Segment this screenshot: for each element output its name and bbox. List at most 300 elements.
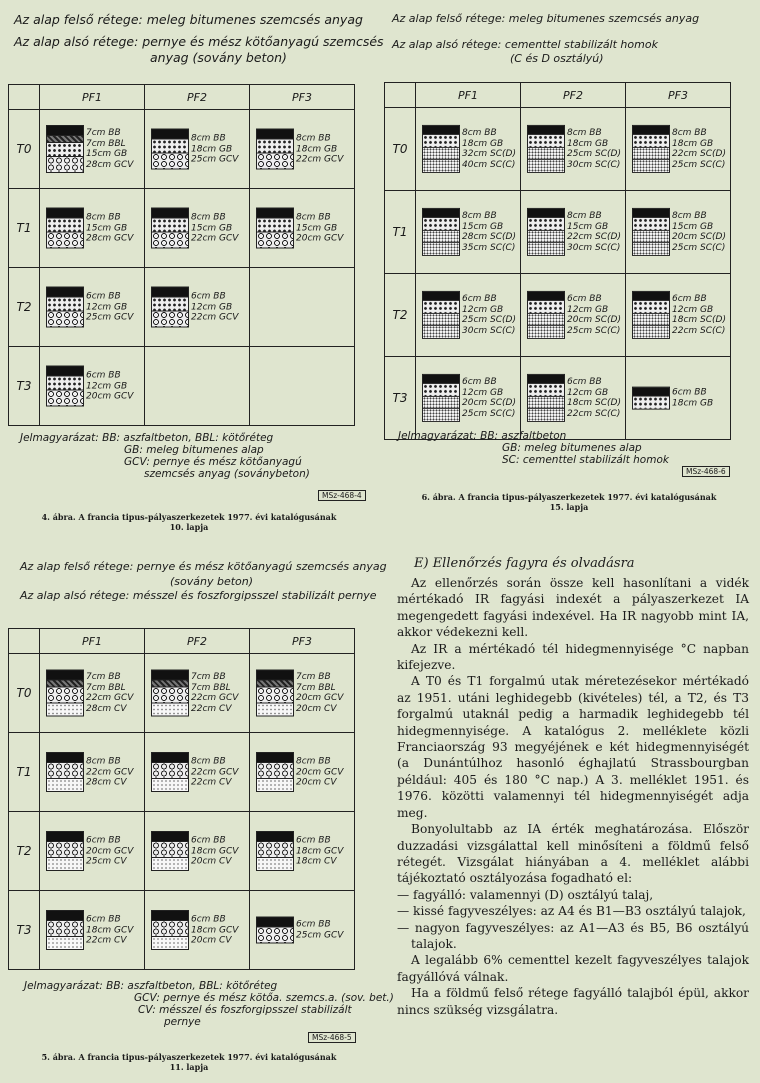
fig5-tag: MSz-468-5	[308, 1032, 356, 1043]
fig5-legend	[24, 980, 394, 1028]
layer-sc	[423, 409, 459, 421]
layer-labels	[86, 672, 133, 714]
column-header: PF1	[40, 85, 145, 110]
layer-label: 15cm GB	[672, 221, 714, 232]
layer-gcv	[47, 157, 83, 172]
layer-label: 6cm BB	[672, 294, 707, 304]
layer-label: 25cm SC(C)	[672, 159, 726, 170]
layer-label: 7cm BBL	[191, 682, 231, 693]
layer-gb	[47, 298, 83, 312]
structure-cell	[145, 733, 250, 812]
layer-label: 20cm CV	[191, 935, 232, 946]
layer-labels	[191, 133, 238, 165]
layer-gcv	[152, 921, 188, 937]
layer-label: 22cm GCV	[191, 693, 239, 703]
layer-column	[256, 831, 294, 871]
layer-label: 6cm BB	[462, 294, 497, 304]
layer-label: 7cm BBL	[86, 138, 126, 149]
fig6-grid	[384, 82, 731, 440]
layer-gcv	[152, 688, 188, 704]
article-paragraph: Az ellenőrzés során össze kell hasonlítani a vidék mértékadó IR fagyási indexét a pályaszerkezet IA megengedett fagyási indexével. Ha IR nagyobb mint IA, akkor védekezni kell.	[397, 576, 749, 640]
layer-sc	[528, 326, 564, 338]
layer-gcv	[47, 233, 83, 248]
layer-labels	[567, 128, 621, 170]
layer-column	[527, 291, 565, 339]
layer-bb	[47, 209, 83, 219]
layer-sc	[633, 314, 669, 327]
layer-column	[46, 831, 84, 871]
fig4-tag: MSz-468-4	[318, 490, 366, 501]
layer-sc	[528, 397, 564, 410]
layer-column	[632, 208, 670, 256]
layer-label: 30cm SC(C)	[462, 325, 516, 336]
layer-labels	[296, 212, 343, 244]
layer-column	[256, 917, 294, 944]
layer-labels	[296, 133, 343, 165]
article-body	[397, 575, 749, 1018]
layer-cv	[257, 858, 293, 870]
layer-bb	[152, 130, 188, 140]
layer-gb	[423, 384, 459, 397]
layer-label: 18cm GCV	[191, 924, 239, 935]
layer-gcv	[257, 233, 293, 248]
layer-label: 15cm GB	[86, 149, 128, 159]
fig4-legend-line: szemcsés anyag (soványbeton)	[144, 468, 310, 480]
layer-label: 6cm BB	[86, 291, 121, 302]
layer-label: 30cm SC(C)	[567, 159, 621, 170]
layer-bb	[47, 367, 83, 377]
layer-label: 12cm GB	[567, 304, 609, 315]
structure-cell	[416, 191, 521, 274]
traffic-class-label: T0	[9, 654, 40, 733]
layer-label: 22cm GCV	[86, 693, 134, 703]
layer-column	[151, 831, 189, 871]
layer-label: 22cm SC(D)	[567, 232, 621, 242]
layer-labels	[296, 672, 343, 714]
layer-label: 18cm GCV	[296, 845, 344, 856]
article-paragraph: Az IR a mértékadó tél hidegmennyisége °C napban kifejezve.	[397, 641, 749, 673]
structure-cell	[626, 108, 731, 191]
layer-gb	[633, 301, 669, 314]
traffic-class-label: T3	[9, 891, 40, 970]
structure-cell	[521, 191, 626, 274]
layer-column	[151, 910, 189, 950]
layer-labels	[191, 212, 238, 244]
layer-sc	[423, 160, 459, 172]
layer-cv	[257, 779, 293, 791]
layer-gb	[633, 397, 669, 409]
layer-label: 35cm SC(C)	[462, 242, 516, 253]
layer-label: 30cm SC(C)	[567, 242, 621, 253]
fig6-legend-line: GB: meleg bitumenes alap	[502, 442, 642, 454]
layer-column	[151, 287, 189, 328]
layer-label: 25cm GCV	[86, 312, 134, 323]
layer-sc	[528, 231, 564, 244]
layer-gcv	[47, 312, 83, 327]
layer-bb	[47, 832, 83, 842]
layer-bb	[152, 753, 188, 763]
fig6-caption	[384, 492, 754, 512]
layer-labels	[672, 294, 726, 336]
layer-label: 8cm BB	[191, 756, 226, 767]
layer-labels	[191, 914, 238, 946]
layer-bb	[257, 832, 293, 842]
layer-label: 18cm GB	[672, 398, 714, 408]
layer-gb	[257, 219, 293, 233]
layer-label: 8cm BB	[191, 133, 226, 144]
layer-labels	[567, 377, 621, 419]
layer-bb	[257, 918, 293, 928]
layer-bb	[152, 209, 188, 219]
layer-label: 25cm SC(C)	[462, 408, 516, 419]
layer-label: 25cm GCV	[191, 154, 239, 165]
layer-sc	[633, 326, 669, 338]
layer-label: 12cm GB	[462, 304, 504, 315]
layer-cv	[47, 937, 83, 949]
layer-label: 22cm SC(D)	[672, 149, 726, 159]
layer-label: 18cm GB	[672, 138, 714, 149]
layer-label: 28cm CV	[86, 703, 127, 714]
column-header: PF1	[416, 83, 521, 108]
layer-gb	[423, 301, 459, 314]
layer-gb	[47, 219, 83, 233]
fig4-caption-line: 4. ábra. A francia tipus-pályaszerkezetek 1977. évi katalógusának	[41, 512, 337, 522]
layer-sc	[633, 231, 669, 244]
layer-bb	[257, 671, 293, 681]
layer-labels	[191, 291, 238, 323]
fig4-legend-line: Jelmagyarázat: BB: aszfaltbeton, BBL: kötőréteg	[20, 432, 274, 444]
layer-label: 7cm BB	[86, 672, 121, 682]
layer-label: 6cm BB	[191, 914, 226, 925]
traffic-class-label: T1	[9, 189, 40, 268]
layer-label: 25cm SC(D)	[462, 315, 516, 325]
layer-gb	[633, 218, 669, 231]
layer-bb	[152, 671, 188, 681]
layer-label: 12cm GB	[567, 387, 609, 398]
layer-label: 22cm CV	[191, 777, 232, 788]
layer-column	[256, 208, 294, 249]
layer-label: 18cm SC(D)	[672, 315, 726, 325]
structure-cell	[40, 891, 145, 970]
layer-bb	[47, 288, 83, 298]
layer-sc	[633, 160, 669, 172]
layer-label: 28cm CV	[86, 777, 127, 788]
layer-sc	[633, 148, 669, 161]
layer-gb	[152, 219, 188, 233]
fig4-header-3: anyag (sovány beton)	[150, 50, 287, 65]
layer-label: 12cm GB	[462, 387, 504, 398]
structure-cell	[145, 812, 250, 891]
layer-bbl	[257, 681, 293, 688]
layer-label: 7cm BB	[296, 672, 331, 682]
fig4-caption-line: 10. lapja	[169, 522, 209, 532]
article-paragraph: — fagyálló: valamennyi (D) osztályú talaj,	[397, 887, 654, 902]
layer-bbl	[152, 681, 188, 688]
layer-column	[422, 125, 460, 173]
layer-column	[422, 291, 460, 339]
layer-gcv	[152, 312, 188, 327]
layer-cv	[47, 704, 83, 716]
layer-column	[151, 129, 189, 170]
layer-label: 7cm BB	[191, 672, 226, 682]
layer-bb	[47, 671, 83, 681]
layer-sc	[633, 243, 669, 255]
column-header: PF1	[40, 629, 145, 654]
layer-gb	[528, 135, 564, 148]
layer-label: 15cm GB	[462, 221, 504, 232]
layer-labels	[462, 294, 516, 336]
layer-label: 18cm GCV	[86, 924, 134, 935]
column-header: PF2	[521, 83, 626, 108]
structure-cell	[250, 268, 355, 347]
layer-label: 15cm GB	[86, 222, 128, 233]
layer-label: 6cm BB	[296, 835, 331, 846]
article-paragraph: Ha a földmű felső rétege fagyálló talajból épül, akkor nincs szükség vizsgálatra.	[397, 986, 749, 1017]
fig6-table	[384, 82, 731, 440]
layer-bb	[528, 126, 564, 135]
layer-label: 18cm GB	[462, 138, 504, 149]
layer-label: 22cm CV	[191, 703, 232, 714]
layer-label: 20cm CV	[191, 856, 232, 867]
layer-label: 12cm GB	[86, 380, 128, 391]
structure-cell	[250, 733, 355, 812]
corner-cell	[9, 629, 40, 654]
structure-cell	[521, 357, 626, 440]
fig5-legend-line: GCV: pernye és mész kötőa. szemcs.a. (sov. bet.)	[134, 992, 394, 1004]
layer-label: 6cm BB	[462, 377, 497, 387]
fig5-header-3: Az alap alsó rétege: mésszel és foszforgipsszel stabilizált pernye	[20, 589, 377, 602]
fig4-header-2: Az alap alsó rétege: pernye és mész kötőanyagú szemcsés	[14, 34, 384, 49]
layer-column	[422, 208, 460, 256]
layer-gb	[152, 140, 188, 154]
layer-gcv	[152, 763, 188, 779]
fig4-header-1: Az alap felső rétege: meleg bitumenes szemcsés anyag	[14, 12, 363, 27]
layer-labels	[86, 370, 133, 402]
structure-cell	[40, 189, 145, 268]
layer-label: 8cm BB	[567, 211, 602, 221]
traffic-class-label: T2	[9, 268, 40, 347]
layer-sc	[528, 148, 564, 161]
column-header: PF3	[626, 83, 731, 108]
layer-label: 20cm GCV	[296, 693, 344, 703]
layer-cv	[47, 858, 83, 870]
layer-gb	[528, 301, 564, 314]
layer-column	[422, 374, 460, 422]
layer-bb	[633, 126, 669, 135]
layer-column	[256, 129, 294, 170]
layer-labels	[567, 211, 621, 253]
layer-label: 6cm BB	[191, 835, 226, 846]
traffic-class-label: T1	[9, 733, 40, 812]
layer-gb	[528, 384, 564, 397]
structure-cell	[521, 108, 626, 191]
layer-column	[46, 125, 84, 173]
fig6-legend-line: Jelmagyarázat: BB: aszfaltbeton	[398, 430, 567, 442]
layer-label: 22cm CV	[86, 935, 127, 946]
fig5-table	[8, 628, 355, 970]
layer-sc	[423, 148, 459, 161]
article-heading: E) Ellenőrzés fagyra és olvadásra	[414, 556, 635, 571]
layer-label: 18cm GB	[191, 143, 233, 154]
traffic-class-label: T1	[385, 191, 416, 274]
layer-label: 20cm SC(D)	[567, 315, 621, 325]
layer-column	[151, 752, 189, 792]
layer-gcv	[257, 928, 293, 943]
layer-label: 8cm BB	[296, 212, 331, 223]
layer-labels	[672, 128, 726, 170]
layer-sc	[423, 231, 459, 244]
column-header: PF3	[250, 629, 355, 654]
layer-gb	[47, 143, 83, 157]
layer-labels	[86, 291, 133, 323]
structure-cell	[40, 654, 145, 733]
layer-labels	[86, 756, 133, 788]
structure-cell	[145, 654, 250, 733]
fig6-header-1: Az alap felső rétege: meleg bitumenes szemcsés anyag	[392, 12, 700, 25]
layer-labels	[86, 914, 133, 946]
layer-gb	[47, 377, 83, 391]
layer-gcv	[152, 154, 188, 169]
layer-gcv	[152, 842, 188, 858]
structure-cell	[40, 812, 145, 891]
layer-label: 6cm BB	[191, 291, 226, 302]
layer-label: 22cm GCV	[296, 154, 344, 165]
layer-bb	[47, 911, 83, 921]
layer-labels	[462, 211, 516, 253]
layer-bb	[423, 209, 459, 218]
layer-sc	[528, 314, 564, 327]
layer-column	[527, 125, 565, 173]
article-paragraph: — kissé fagyveszélyes: az A4 és B1—B3 osztályú talajok,	[397, 904, 746, 919]
layer-label: 18cm CV	[296, 856, 337, 867]
layer-column	[632, 387, 670, 410]
structure-cell	[40, 347, 145, 426]
layer-label: 32cm SC(D)	[462, 149, 516, 159]
fig5-caption	[8, 1052, 370, 1072]
layer-label: 25cm SC(C)	[567, 325, 621, 336]
layer-bb	[633, 292, 669, 301]
layer-cv	[152, 704, 188, 716]
fig5-header-2: (sovány beton)	[170, 575, 254, 588]
layer-label: 6cm BB	[86, 835, 121, 846]
fig5-caption-line: 5. ábra. A francia tipus-pályaszerkezetek 1977. évi katalógusának	[41, 1052, 337, 1062]
layer-label: 7cm BBL	[296, 682, 336, 693]
layer-sc	[528, 160, 564, 172]
layer-label: 8cm BB	[672, 211, 707, 221]
layer-cv	[152, 779, 188, 791]
fig4-table	[8, 84, 355, 426]
structure-cell	[145, 891, 250, 970]
layer-label: 12cm GB	[191, 301, 233, 312]
layer-bb	[633, 388, 669, 397]
structure-cell	[250, 347, 355, 426]
layer-column	[151, 208, 189, 249]
layer-cv	[47, 779, 83, 791]
fig6-legend-line: SC: cementtel stabilizált homok	[502, 454, 669, 466]
layer-bbl	[47, 681, 83, 688]
layer-bb	[152, 288, 188, 298]
layer-label: 8cm BB	[191, 212, 226, 223]
layer-label: 20cm SC(D)	[462, 398, 516, 408]
fig6-caption-line: 15. lapja	[549, 502, 589, 512]
layer-cv	[257, 704, 293, 716]
layer-bbl	[47, 136, 83, 143]
layer-label: 25cm SC(C)	[672, 242, 726, 253]
article-paragraph: A T0 és T1 forgalmú utak méretezésekor mértékadó az 1951. utáni leghidegebb (kivételes) tél, a T2, és T3 forgalmú utaknál pedig a harmadik leghidegebb tél hidegmennyisége. A katalógus 2. melléklete közli Franciaország 93 megyéjének e két hidegmennyiségét (a Dunántúlhoz hasonló éghajlatú Strassbourgban például: 405 és 180 °C nap.) A 3. melléklet 1951. és 1976. közötti valamennyi tél hidegmennyiségét adja meg.	[397, 674, 749, 820]
layer-labels	[191, 672, 238, 714]
layer-label: 6cm BB	[296, 919, 331, 930]
layer-label: 7cm BB	[86, 128, 121, 138]
layer-label: 20cm GCV	[86, 845, 134, 856]
layer-sc	[528, 243, 564, 255]
layer-labels	[672, 388, 713, 409]
layer-column	[527, 208, 565, 256]
layer-column	[632, 291, 670, 339]
layer-label: 25cm GCV	[296, 930, 344, 940]
layer-gcv	[47, 842, 83, 858]
layer-label: 7cm BBL	[86, 682, 126, 693]
structure-cell	[40, 268, 145, 347]
layer-gb	[423, 135, 459, 148]
layer-cv	[152, 937, 188, 949]
structure-cell	[145, 347, 250, 426]
structure-cell	[40, 110, 145, 189]
structure-cell	[416, 274, 521, 357]
structure-cell	[145, 189, 250, 268]
layer-column	[632, 125, 670, 173]
layer-label: 8cm BB	[567, 128, 602, 138]
layer-gcv	[47, 763, 83, 779]
structure-cell	[626, 274, 731, 357]
corner-cell	[385, 83, 416, 108]
structure-cell	[250, 189, 355, 268]
layer-labels	[296, 920, 343, 941]
layer-label: 28cm GCV	[86, 233, 134, 244]
fig4-legend	[20, 432, 310, 480]
layer-label: 22cm SC(C)	[567, 408, 621, 419]
layer-label: 8cm BB	[462, 128, 497, 138]
fig6-caption-line: 6. ábra. A francia tipus-pályaszerkezetek 1977. évi katalógusának	[421, 492, 717, 502]
layer-label: 8cm BB	[296, 756, 331, 767]
layer-label: 12cm GB	[86, 301, 128, 312]
fig5-grid	[8, 628, 355, 970]
structure-cell	[521, 274, 626, 357]
layer-label: 20cm CV	[296, 777, 337, 788]
fig6-header-3: (C és D osztályú)	[510, 52, 604, 65]
layer-column	[46, 910, 84, 950]
layer-labels	[462, 128, 516, 170]
layer-label: 18cm GB	[296, 143, 338, 154]
structure-cell	[626, 191, 731, 274]
layer-label: 28cm GCV	[86, 159, 134, 170]
layer-label: 8cm BB	[86, 212, 121, 223]
layer-label: 20cm SC(D)	[672, 232, 726, 242]
layer-sc	[423, 397, 459, 410]
layer-bb	[152, 911, 188, 921]
layer-labels	[86, 835, 133, 867]
column-header: PF2	[145, 629, 250, 654]
layer-column	[46, 670, 84, 717]
layer-label: 15cm GB	[191, 222, 233, 233]
layer-column	[46, 287, 84, 328]
layer-label: 40cm SC(C)	[462, 159, 516, 170]
fig5-header-1: Az alap felső rétege: pernye és mész kötőanyagú szemcsés anyag	[20, 560, 387, 573]
layer-column	[46, 366, 84, 407]
layer-gcv	[257, 763, 293, 779]
fig5-legend-line: Jelmagyarázat: BB: aszfaltbeton, BBL: kötőréteg	[24, 980, 278, 992]
layer-bb	[257, 130, 293, 140]
traffic-class-label: T0	[9, 110, 40, 189]
